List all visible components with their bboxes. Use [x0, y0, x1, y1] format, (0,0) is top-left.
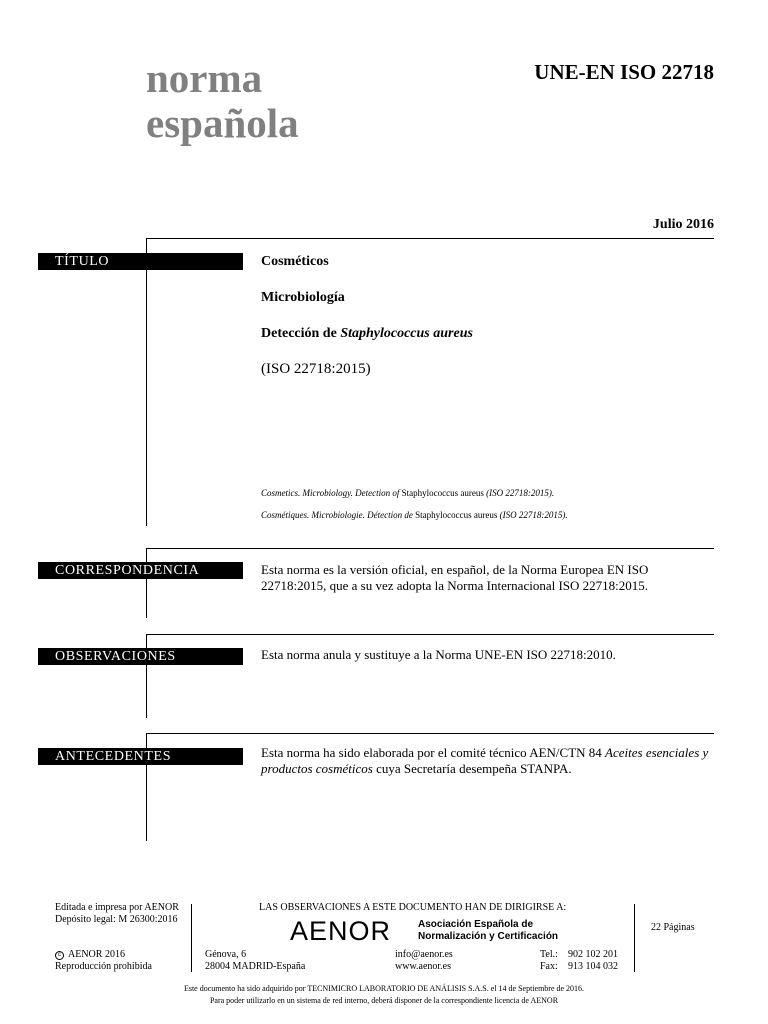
section-divider	[146, 733, 714, 734]
page-count: 22 Páginas	[651, 922, 695, 933]
brand-line-2: española	[146, 100, 299, 146]
iso-reference: (ISO 22718:2015)	[261, 361, 371, 377]
section-label-correspondencia: CORRESPONDENCIA	[38, 562, 243, 579]
copyright-icon: c	[55, 951, 64, 960]
footer-reproduction: Reproducción prohibida	[55, 961, 152, 972]
antecedentes-text	[261, 745, 716, 777]
standard-code: UNE-EN ISO 22718	[534, 60, 714, 84]
footer-address-2: 28004 MADRID-España	[205, 961, 306, 972]
aenor-full-name	[418, 919, 558, 943]
title-english-prefix: Cosmetics. Microbiology. Detection of	[261, 488, 402, 498]
footer-address-1: Génova, 6	[205, 949, 247, 960]
section-label-titulo: TÍTULO	[38, 253, 243, 270]
license-notice-2: Para poder utilizarlo en un sistema de red interno, deberá disponer de la correspondiente licencia de AENOR	[209, 996, 559, 1005]
section-label-observaciones: OBSERVACIONES	[38, 648, 243, 665]
title-french-prefix: Cosmétiques. Microbiologie. Détection de	[261, 510, 416, 520]
footer-copyright	[55, 949, 125, 961]
title-english-suffix: (ISO 22718:2015).	[483, 488, 555, 498]
antecedentes-committee-name: Aceites esenciales y productos cosméticos	[261, 745, 709, 776]
footer-website[interactable]: www.aenor.es	[395, 961, 452, 972]
antecedentes-text-prefix: Esta norma ha sido elaborada por el comité técnico AEN/CTN 84	[261, 745, 606, 760]
footer-tel-label: Tel.:	[540, 949, 558, 960]
title-line-2: Microbiología	[261, 290, 345, 305]
footer-deposit: Depósito legal: M 26300:2016	[55, 914, 178, 925]
footer-email[interactable]: info@aenor.es	[395, 949, 453, 960]
brand-title	[146, 56, 299, 146]
footer-tel: 902 102 201	[568, 949, 618, 960]
title-line-1: Cosméticos	[261, 254, 329, 269]
section-divider	[146, 548, 714, 549]
footer-observations-heading: LAS OBSERVACIONES A ESTE DOCUMENTO HAN DE DIRIGIRSE A:	[259, 902, 567, 913]
footer-copyright-text: AENOR 2016	[68, 949, 125, 960]
title-english-organism: Staphylococcus aureus	[401, 488, 484, 498]
publication-date: Julio 2016	[652, 217, 714, 232]
title-line-3-organism: Staphylococcus aureus	[340, 326, 473, 341]
aenor-name-line-2: Normalización y Certificación	[418, 931, 559, 942]
title-line-3-prefix: Detección de	[261, 326, 341, 341]
section-divider	[146, 548, 147, 618]
footer-divider	[191, 904, 192, 972]
footer-divider	[634, 904, 635, 972]
title-line-3	[261, 326, 473, 342]
brand-line-1: norma	[146, 55, 263, 101]
correspondencia-text: Esta norma es la versión oficial, en español, de la Norma Europea EN ISO 22718:2015, que a su vez adopta la Norma Internacional ISO 22718:2015.	[261, 562, 649, 593]
section-divider	[146, 238, 714, 239]
footer-fax: 913 104 032	[568, 961, 618, 972]
title-french-suffix: (ISO 22718:2015).	[497, 510, 568, 520]
section-divider	[146, 634, 714, 635]
section-divider	[146, 238, 147, 526]
aenor-logo: AENOR	[290, 916, 392, 946]
footer-fax-label: Fax:	[540, 961, 558, 972]
section-label-antecedentes: ANTECEDENTES	[38, 748, 243, 765]
antecedentes-text-suffix: cuya Secretaría desempeña STANPA.	[372, 761, 572, 776]
section-divider	[146, 634, 147, 718]
license-notice-1: Este documento ha sido adquirido por TECNIMICRO LABORATORIO DE ANÁLISIS S.A.S. el 14 de Septiembre de 2016.	[183, 984, 585, 993]
footer-edited: Editada e impresa por AENOR	[55, 902, 179, 913]
aenor-name-line-1: Asociación Española de	[418, 919, 534, 930]
observaciones-text: Esta norma anula y sustituye a la Norma UNE-EN ISO 22718:2010.	[261, 647, 616, 662]
title-french-organism: Staphylococcus aureus	[415, 510, 498, 520]
title-english	[261, 488, 554, 498]
title-french	[261, 510, 568, 520]
